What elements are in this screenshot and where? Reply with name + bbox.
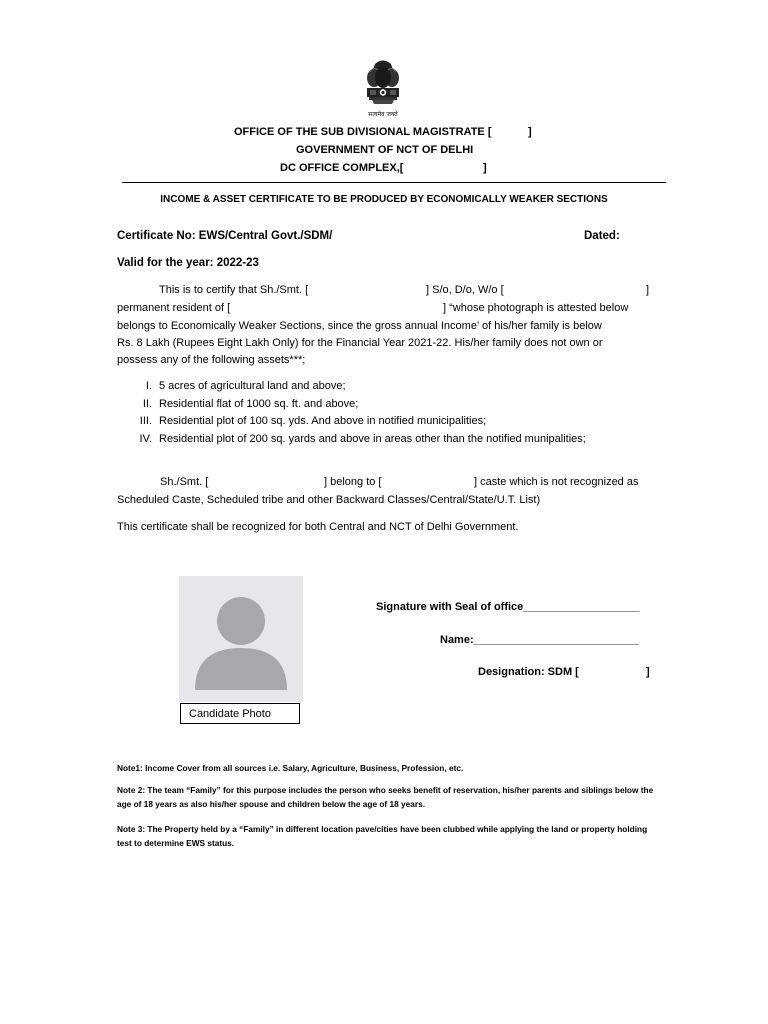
national-emblem-logo	[358, 58, 408, 120]
candidate-photo-label: Candidate Photo	[180, 703, 300, 724]
list-item-number: III.	[139, 415, 152, 427]
para1-line1-a: This is to certify that Sh./Smt. [	[159, 284, 309, 296]
para1-line2-a: permanent resident of [	[117, 302, 231, 314]
para1-line4: Rs. 8 Lakh (Rupees Eight Lakh Only) for the Financial Year 2021-22. His/her family does not own or	[117, 337, 603, 349]
list-item-number: IV.	[139, 432, 152, 445]
list-item	[117, 431, 657, 449]
government-title: GOVERNMENT OF NCT OF DELHI	[296, 144, 474, 156]
para1-line1-c: ]	[646, 284, 650, 296]
para1-line5: possess any of the following assets***;	[117, 354, 306, 366]
valid-year: Valid for the year: 2022-23	[117, 257, 259, 269]
list-item-number: I.	[145, 380, 152, 392]
note-2: Note 2: The team “Family” for this purpose includes the person who seeks benefit of reservation, his/her parents and siblings below the age of 18 years as also his/her spouse and children below the age of 18 years.	[117, 785, 654, 809]
certificate-number: Certificate No: EWS/Central Govt./SDM/	[117, 230, 333, 242]
list-item-number: II.	[142, 397, 152, 410]
certificate-title: INCOME & ASSET CERTIFICATE TO BE PRODUCED BY ECONOMICALLY WEAKER SECTIONS	[160, 194, 608, 205]
office-title-bracket: ]	[528, 126, 532, 138]
note-3: Note 3: The Property held by a “Family” in different location pave/cities have been clubbed while applying the land or property holding test to determine EWS status.	[117, 824, 648, 848]
office-title: OFFICE OF THE SUB DIVISIONAL MAGISTRATE [	[234, 126, 492, 138]
para1-line1-b: ] S/o, D/o, W/o [	[426, 284, 504, 296]
emblem-motto: सत्यमेव जयते	[368, 111, 398, 118]
asset-list	[117, 378, 657, 448]
para2-line1-a: Sh./Smt. [	[160, 476, 209, 488]
para1-line2-b: ] “whose photograph is attested below	[443, 302, 629, 314]
list-item	[117, 413, 657, 431]
designation-field: Designation: SDM [	[478, 666, 579, 678]
list-item	[117, 396, 657, 414]
complex-title: DC OFFICE COMPLEX,[	[280, 162, 404, 174]
recognition-statement: This certificate shall be recognized for both Central and NCT of Delhi Government.	[117, 521, 519, 533]
list-item-text: Residential flat of 1000 sq. ft. and above;	[159, 397, 359, 410]
header-divider	[122, 182, 666, 183]
para2-line1-c: ] caste which is not recognized as	[474, 476, 639, 488]
candidate-photo-placeholder	[179, 576, 303, 702]
list-item-text: 5 acres of agricultural land and above;	[159, 380, 346, 392]
list-item	[117, 378, 657, 396]
complex-title-bracket: ]	[483, 162, 487, 174]
para1-line3: belongs to Economically Weaker Sections, since the gross annual Income’ of his/her family is below	[117, 320, 602, 332]
para2-line1-b: ] belong to [	[324, 476, 382, 488]
dated-label: Dated:	[584, 230, 620, 242]
note-1: Note1: Income Cover from all sources i.e. Salary, Agriculture, Business, Profession, etc.	[117, 763, 464, 773]
avatar-icon	[179, 576, 303, 702]
signature-seal-field: Signature with Seal of office___________________	[376, 601, 640, 613]
name-field: Name:___________________________	[440, 634, 639, 646]
para2-line2: Scheduled Caste, Scheduled tribe and other Backward Classes/Central/State/U.T. List)	[117, 494, 541, 506]
designation-bracket: ]	[646, 666, 650, 678]
list-item-text: Residential plot of 200 sq. yards and above in areas other than the notified munipalities;	[159, 432, 586, 445]
list-item-text: Residential plot of 100 sq. yds. And above in notified municipalities;	[159, 415, 487, 427]
